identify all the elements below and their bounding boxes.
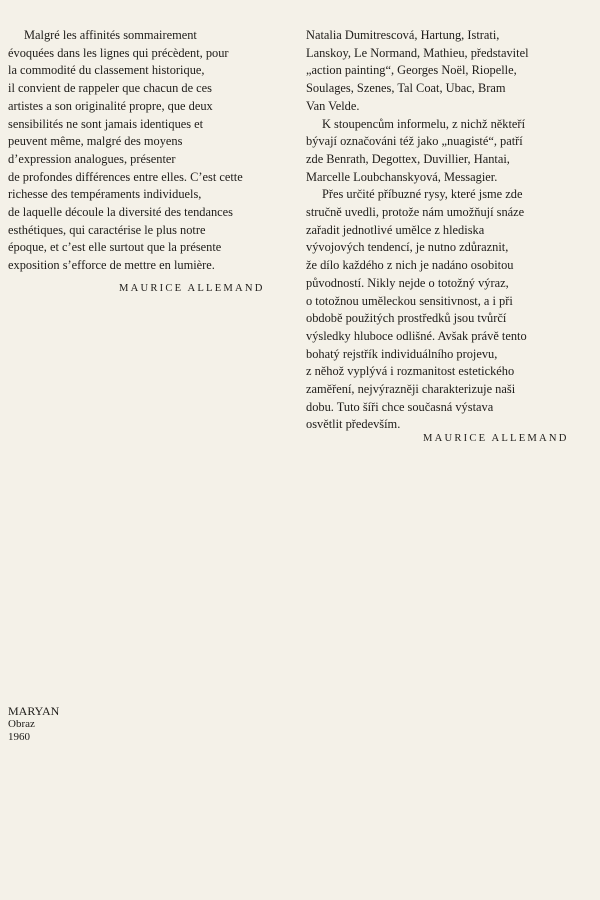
text-line: zde Benrath, Degottex, Duvillier, Hantai, (306, 151, 510, 166)
text-line: Natalia Dumitrescová, Hartung, Istrati, (306, 28, 500, 42)
author-signature: MAURICE ALLEMAND (423, 433, 569, 444)
text-line: Malgré les affinités sommairement (24, 28, 197, 42)
author-signature: MAURICE ALLEMAND (119, 283, 265, 294)
text-line: Van Velde. (306, 98, 360, 113)
text-line: de profondes différences entre elles. C’est cette (8, 169, 243, 184)
artwork-year: 1960 (8, 731, 30, 744)
text-line: stručně uvedli, protože nám umožňují snáze (306, 205, 525, 220)
text-line: vývojových tendencí, je nutno zdůraznit, (306, 240, 509, 255)
text-line: původností. Nikly nejde o totožný výraz, (306, 275, 509, 290)
text-line: „action painting“, Georges Noël, Riopelle, (306, 63, 517, 78)
artwork-title: Obraz (8, 718, 35, 731)
text-line: osvětlit především. (306, 417, 401, 432)
text-line: sensibilités ne sont jamais identiques et (8, 116, 204, 131)
text-line: de laquelle découle la diversité des tendances (8, 205, 233, 220)
text-line: Přes určité příbuzné rysy, které jsme zde (322, 187, 523, 202)
text-line: richesse des tempéraments individuels, (8, 187, 202, 202)
text-line: obdobě použitých prostředků jsou tvůrčí (306, 311, 507, 326)
text-line: dobu. Tuto šíři chce současná výstava (306, 399, 494, 414)
text-line: bohatý rejstřík individuálního projevu, (306, 346, 498, 361)
text-line: Lanskoy, Le Normand, Mathieu, představitel (306, 45, 529, 60)
text-line: peuvent même, malgré des moyens (8, 134, 183, 149)
text-line: z něhož vyplývá i rozmanitost estetického (306, 364, 515, 379)
text-line: výsledky hluboce odlišné. Avšak právě tento (306, 328, 527, 343)
text-line: esthétiques, qui caractérise le plus notre (8, 222, 206, 237)
text-line: la commodité du classement historique, (8, 63, 205, 78)
text-line: zařadit jednotlivé umělce z hlediska (306, 222, 485, 237)
artwork-caption (8, 705, 59, 745)
text-line: o totožnou uměleckou sensitivnost, a i při (306, 293, 513, 308)
text-line: bývají označováni též jako „nuagisté“, patří (306, 134, 523, 149)
artist-name: MARYAN (8, 704, 60, 718)
text-line: Soulages, Szenes, Tal Coat, Ubac, Bram (306, 81, 506, 96)
text-line: d’expression analogues, présenter (8, 151, 176, 166)
text-line: zaměření, nejvýrazněji charakterizuje naši (306, 382, 516, 397)
text-line: évoquées dans les lignes qui précèdent, pour (8, 45, 229, 60)
french-text-column (8, 27, 298, 275)
text-line: že dílo každého z nich je nadáno osobitou (306, 258, 514, 273)
text-line: Marcelle Loubchanskyová, Messagier. (306, 169, 498, 184)
text-line: artistes a son originalité propre, que deux (8, 98, 213, 113)
czech-text-column (306, 27, 596, 434)
text-line: il convient de rappeler que chacun de ces (8, 81, 213, 96)
text-line: exposition s’efforce de mettre en lumière. (8, 258, 215, 273)
text-line: époque, et c’est elle surtout que la présente (8, 240, 222, 255)
text-line: K stoupencům informelu, z nichž někteří (322, 116, 526, 131)
